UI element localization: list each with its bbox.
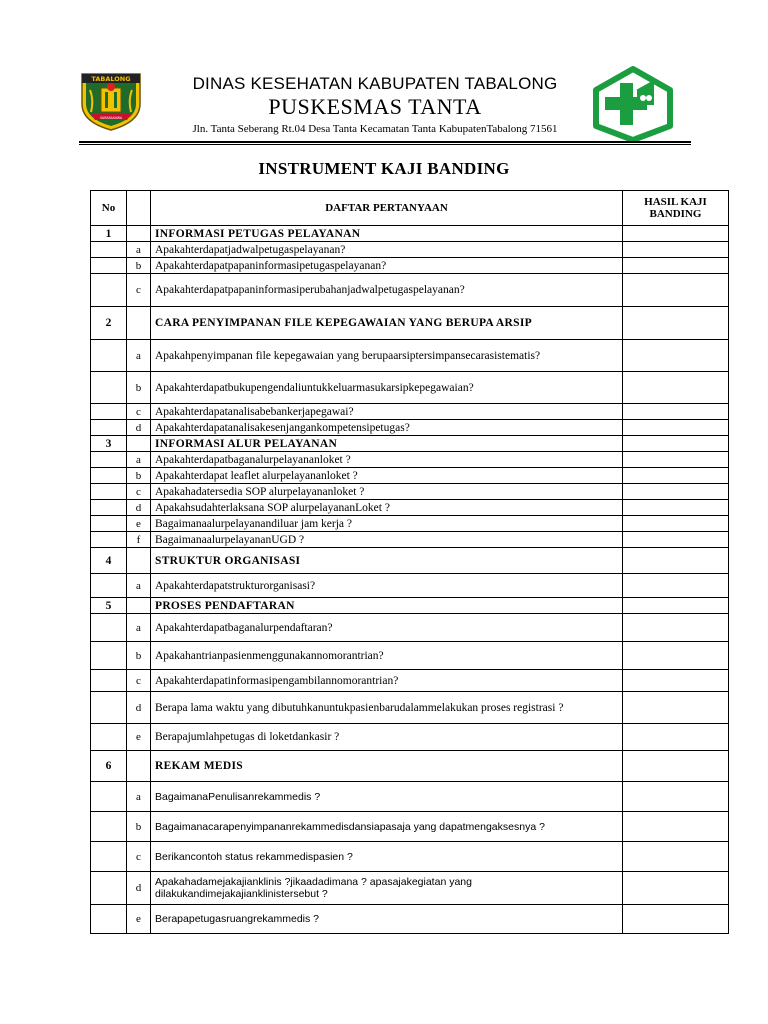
question-row [91, 670, 729, 692]
result-cell[interactable] [623, 340, 729, 372]
result-cell[interactable] [623, 872, 729, 905]
question-letter: e [127, 905, 151, 934]
question-text: Apakahterdapatstrukturorganisasi? [151, 574, 623, 598]
question-letter: a [127, 614, 151, 642]
tabalong-crest-logo [79, 70, 143, 132]
svg-text:SARABAKAWA: SARABAKAWA [99, 116, 123, 120]
question-row [91, 614, 729, 642]
result-cell[interactable] [623, 274, 729, 307]
section-title: INFORMASI PETUGAS PELAYANAN [151, 226, 623, 242]
result-cell[interactable] [623, 242, 729, 258]
question-text: BagaimanaalurpelayananUGD ? [151, 532, 623, 548]
question-row [91, 574, 729, 598]
section-row [91, 598, 729, 614]
column-header-question: DAFTAR PERTANYAAN [151, 191, 623, 226]
section-number: 2 [91, 307, 127, 340]
section-number: 5 [91, 598, 127, 614]
result-cell[interactable] [623, 642, 729, 670]
question-row [91, 642, 729, 670]
table-header-row [91, 191, 729, 226]
question-letter: a [127, 782, 151, 812]
result-cell[interactable] [623, 500, 729, 516]
section-title: CARA PENYIMPANAN FILE KEPEGAWAIAN YANG BERUPA ARSIP [151, 307, 623, 340]
question-letter: f [127, 532, 151, 548]
puskesmas-emblem-logo [590, 66, 676, 142]
question-text: Apakahterdapatjadwalpetugaspelayanan? [151, 242, 623, 258]
result-cell[interactable] [623, 484, 729, 500]
question-text: Apakahterdapatbukupengendaliuntukkeluarmasukarsipkepegawaian? [151, 372, 623, 404]
question-row [91, 532, 729, 548]
question-row [91, 468, 729, 484]
question-row [91, 242, 729, 258]
column-header-result: HASIL KAJI BANDING [623, 191, 729, 226]
question-text: Berapapetugasruangrekammedis ? [151, 905, 623, 934]
result-cell[interactable] [623, 452, 729, 468]
question-row [91, 516, 729, 532]
question-letter: e [127, 516, 151, 532]
address-line: Jln. Tanta Seberang Rt.04 Desa Tanta Kecamatan Tanta KabupatenTabalong 71561 [192, 123, 558, 135]
document-title: INSTRUMENT KAJI BANDING [258, 159, 510, 178]
question-text: Apakahterdapatanalisabebankerjapegawai? [151, 404, 623, 420]
question-letter: a [127, 242, 151, 258]
result-cell[interactable] [623, 812, 729, 842]
question-letter: b [127, 642, 151, 670]
column-header-no: No [91, 191, 127, 226]
section-title: INFORMASI ALUR PELAYANAN [151, 436, 623, 452]
question-text: Apakahterdapatbaganalurpelayananloket ? [151, 452, 623, 468]
question-row [91, 484, 729, 500]
section-number: 1 [91, 226, 127, 242]
result-cell[interactable] [623, 614, 729, 642]
section-number: 6 [91, 751, 127, 782]
question-text: Apakahterdapatanalisakesenjangankompetensipetugas? [151, 420, 623, 436]
result-cell[interactable] [623, 782, 729, 812]
section-number: 4 [91, 548, 127, 574]
question-row [91, 872, 729, 905]
section-title: REKAM MEDIS [151, 751, 623, 782]
svg-text:TABALONG: TABALONG [91, 75, 131, 83]
question-letter: c [127, 842, 151, 872]
question-letter: b [127, 468, 151, 484]
result-cell[interactable] [623, 468, 729, 484]
question-row [91, 782, 729, 812]
result-cell[interactable] [623, 420, 729, 436]
question-letter: d [127, 872, 151, 905]
question-text: Apakahsudahterlaksana SOP alurpelayananLoket ? [151, 500, 623, 516]
question-row [91, 420, 729, 436]
result-cell[interactable] [623, 670, 729, 692]
comparison-instrument-table [90, 190, 729, 934]
question-letter: a [127, 574, 151, 598]
result-cell[interactable] [623, 372, 729, 404]
question-letter: e [127, 724, 151, 751]
question-text: Bagaimanaalurpelayanandiluar jam kerja ? [151, 516, 623, 532]
result-cell[interactable] [623, 307, 729, 340]
result-cell[interactable] [623, 905, 729, 934]
section-row [91, 548, 729, 574]
question-letter: b [127, 372, 151, 404]
question-row [91, 274, 729, 307]
question-letter: d [127, 692, 151, 724]
result-cell[interactable] [623, 258, 729, 274]
question-text: Berapajumlahpetugas di loketdankasir ? [151, 724, 623, 751]
question-letter: b [127, 812, 151, 842]
result-cell[interactable] [623, 436, 729, 452]
question-text: Apakahadamejakajianklinis ?jikaadadimana ? apasajakegiatan yang dilakukandimejakajianklinistersebut ? [151, 872, 623, 905]
question-text: Apakahterdapatpapaninformasiperubahanjadwalpetugaspelayanan? [151, 274, 623, 307]
agency-name: DINAS KESEHATAN KABUPATEN TABALONG [192, 74, 558, 93]
question-letter: c [127, 670, 151, 692]
question-row [91, 404, 729, 420]
result-cell[interactable] [623, 598, 729, 614]
question-text: Apakahterdapatpapaninformasipetugaspelayanan? [151, 258, 623, 274]
result-cell[interactable] [623, 751, 729, 782]
question-letter: d [127, 500, 151, 516]
question-letter: a [127, 340, 151, 372]
column-header-sub [127, 191, 151, 226]
question-letter: d [127, 420, 151, 436]
question-text: Berikancontoh status rekammedispasien ? [151, 842, 623, 872]
question-text: Apakahterdapatbaganalurpendaftaran? [151, 614, 623, 642]
question-row [91, 340, 729, 372]
result-cell[interactable] [623, 842, 729, 872]
question-row [91, 500, 729, 516]
result-cell[interactable] [623, 724, 729, 751]
question-text: Apakahterdapatinformasipengambilannomorantrian? [151, 670, 623, 692]
section-row [91, 307, 729, 340]
question-text: Apakahantrianpasienmenggunakannomorantrian? [151, 642, 623, 670]
result-cell[interactable] [623, 516, 729, 532]
result-cell[interactable] [623, 548, 729, 574]
question-text: Apakahadatersedia SOP alurpelayananloket ? [151, 484, 623, 500]
question-row [91, 372, 729, 404]
result-cell[interactable] [623, 532, 729, 548]
result-cell[interactable] [623, 692, 729, 724]
result-cell[interactable] [623, 574, 729, 598]
header-divider-thin [79, 144, 691, 145]
question-row [91, 724, 729, 751]
section-title: PROSES PENDAFTARAN [151, 598, 623, 614]
puskesmas-name: PUSKESMAS TANTA [268, 94, 482, 119]
result-cell[interactable] [623, 226, 729, 242]
question-text: Bagaimanacarapenyimpananrekammedisdansiapasaja yang dapatmengaksesnya ? [151, 812, 623, 842]
question-row [91, 905, 729, 934]
question-text: Apakahterdapat leaflet alurpelayananloket ? [151, 468, 623, 484]
question-text: Apakahpenyimpanan file kepegawaian yang berupaarsiptersimpansecarasistematis? [151, 340, 623, 372]
question-row [91, 452, 729, 468]
question-letter: c [127, 404, 151, 420]
question-text: BagaimanaPenulisanrekammedis ? [151, 782, 623, 812]
section-row [91, 436, 729, 452]
section-row [91, 751, 729, 782]
section-title: STRUKTUR ORGANISASI [151, 548, 623, 574]
question-row [91, 258, 729, 274]
section-number: 3 [91, 436, 127, 452]
question-letter: c [127, 484, 151, 500]
question-letter: a [127, 452, 151, 468]
question-row [91, 692, 729, 724]
question-letter: c [127, 274, 151, 307]
question-row [91, 842, 729, 872]
question-text: Berapa lama waktu yang dibutuhkanuntukpasienbarudalammelakukan proses registrasi ? [151, 692, 623, 724]
result-cell[interactable] [623, 404, 729, 420]
question-letter: b [127, 258, 151, 274]
header-divider [79, 141, 691, 143]
question-row [91, 812, 729, 842]
section-row [91, 226, 729, 242]
